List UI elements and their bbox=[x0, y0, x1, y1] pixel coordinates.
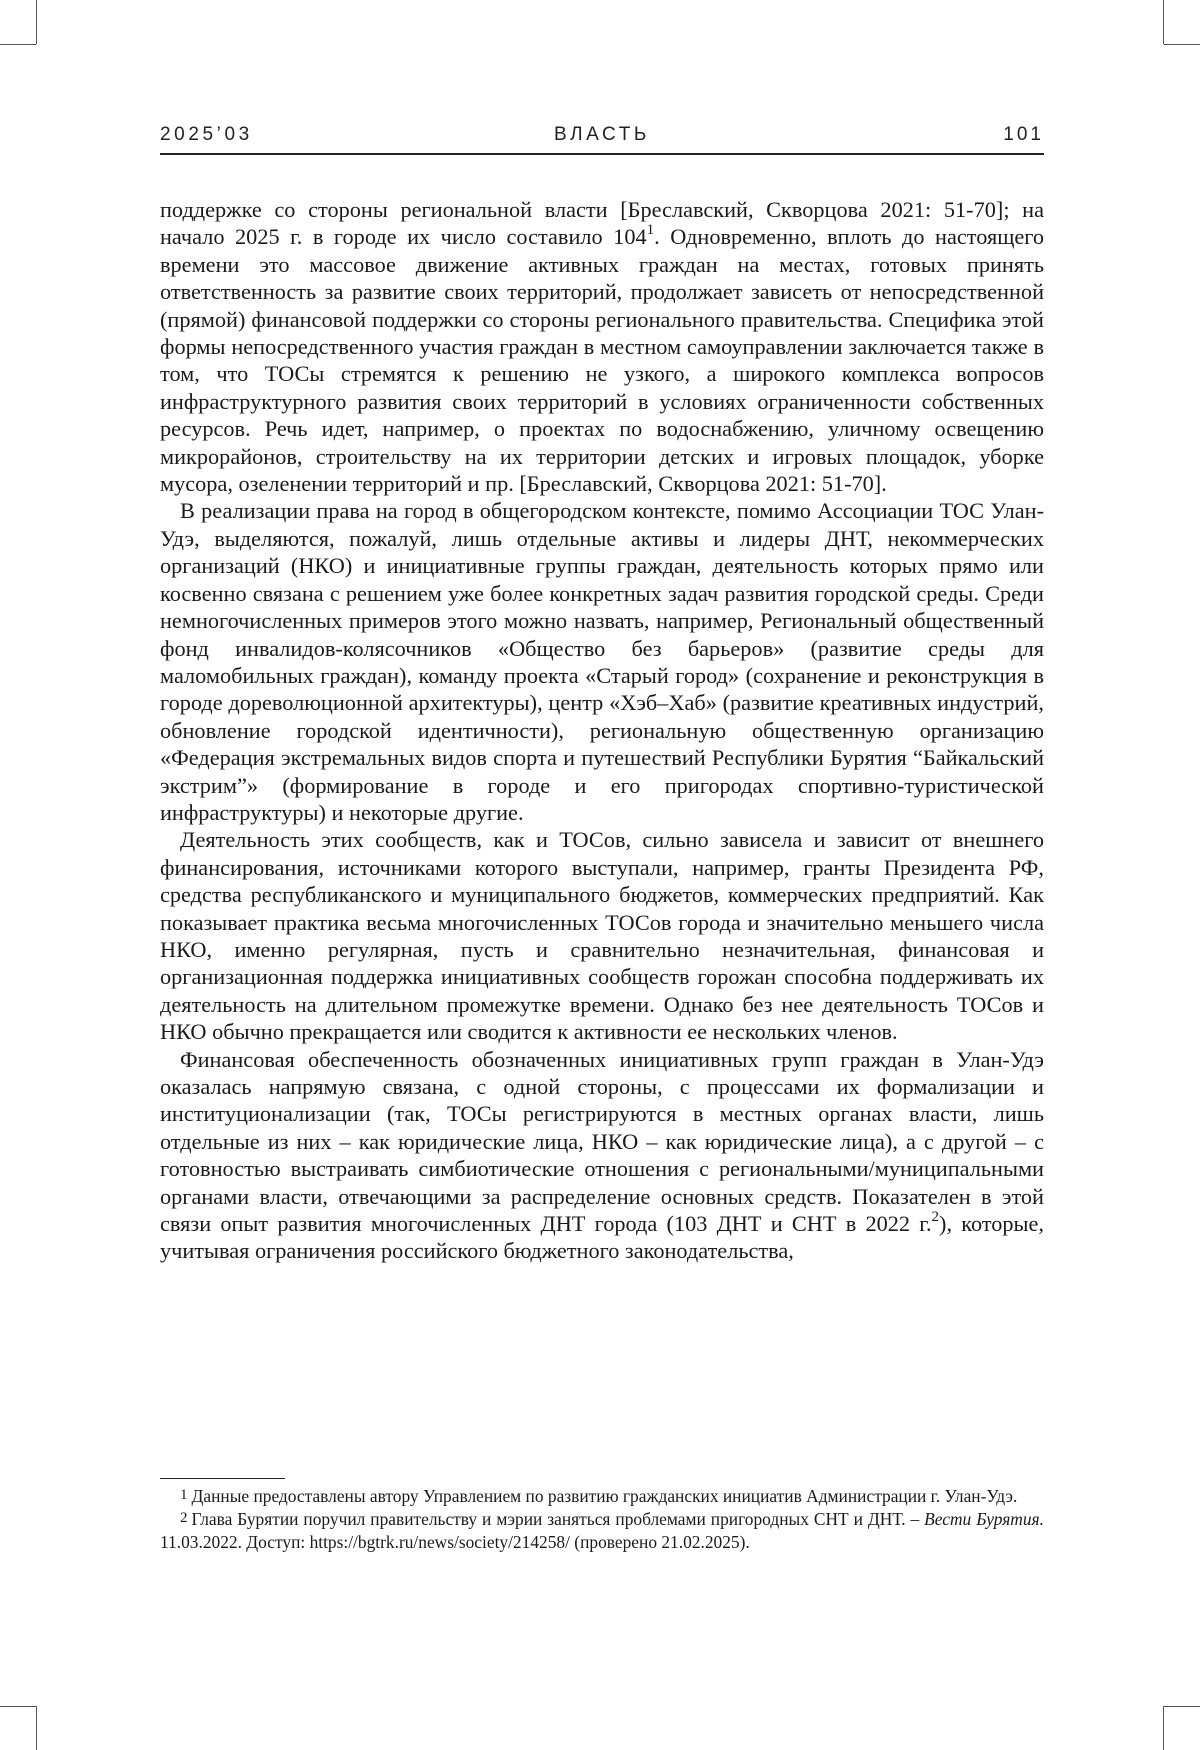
footnote-text: Данные предоставлены автору Управлением по развитию гражданских инициатив Администрации г. Улан-Удэ. bbox=[192, 1486, 1018, 1506]
crop-mark bbox=[1164, 44, 1200, 45]
crop-mark bbox=[36, 0, 37, 44]
footnote-ref[interactable]: 1 bbox=[647, 222, 655, 238]
paragraph-text: Финансовая обеспеченность обозначенных инициативных групп граждан в Улан-Удэ оказалась напрямую связана, с одной стороны, с процессами их формализации и институционализации (так, ТОСы регистрируются в местных органах власти, лишь отдельные из них – как юридические лица, НКО – как юридические лица), а с другой – с готовностью выстраивать симбиотические отношения с региональными/муниципальными органами власти, отвечающими за распределение основных средств. Показателен в этой связи опыт развития многочисленных ДНТ города (103 ДНТ и СНТ в 2022 г. bbox=[160, 1047, 1044, 1236]
footnote-number: 1 bbox=[180, 1487, 188, 1503]
paragraph: Деятельность этих сообществ, как и ТОСов, сильно зависела и зависит от внешнего финансирования, источниками которого выступали, например, гранты Президента РФ, средства республиканского и муниципального бюджетов, коммерческих предприятий. Как показывает практика весьма многочисленных ТОСов города и значительно меньшего числа НКО, именно регулярная, пусть и сравнительно незначительная, финансовая и организационная поддержка инициативных сообществ горожан способна поддерживать их деятельность на длительном промежутке времени. Однако без нее деятельность ТОСов и НКО обычно прекращается или сводится к активности ее нескольких членов. bbox=[160, 826, 1044, 1045]
paragraph bbox=[160, 1046, 1044, 1265]
crop-mark bbox=[36, 1706, 37, 1750]
paragraph-text: ), которые, учитывая ограничения российского бюджетного законодательства, bbox=[160, 1211, 1044, 1263]
crop-mark bbox=[1163, 0, 1164, 44]
paragraph-text: поддержке со стороны региональной власти [Бреславский, Скворцова 2021: 51-70]; на начало 2025 г. в городе их число составило 104 bbox=[160, 197, 1044, 249]
footnote bbox=[160, 1486, 1044, 1509]
paragraph bbox=[160, 196, 1044, 497]
footnote-text: Глава Бурятии поручил правительству и мэрии заняться проблемами пригородных СНТ и ДНТ. – bbox=[192, 1509, 925, 1529]
paragraph: В реализации права на город в общегородском контексте, помимо Ассоциации ТОС Улан-Удэ, выделяются, пожалуй, лишь отдельные активы и лидеры ДНТ, некоммерческих организаций (НКО) и инициативные группы граждан, деятельность которых прямо или косвенно связана с решением уже более конкретных задач развития городской среды. Среди немногочисленных примеров этого можно назвать, например, Региональный общественный фонд инвалидов-колясочников «Общество без барьеров» (развитие среды для маломобильных граждан), команду проекта «Старый город» (сохранение и реконструкция в городе дореволюционной архитектуры), центр «Хэб–Хаб» (развитие креативных индустрий, обновление городской идентичности), региональную общественную организацию «Федерация экстремальных видов спорта и путешествий Республики Бурятия “Байкальский экстрим”» (формирование в городе и его пригородах спортивно-туристической инфраструктуры) и некоторые другие. bbox=[160, 497, 1044, 826]
footnote-ref[interactable]: 2 bbox=[932, 1209, 940, 1225]
crop-mark bbox=[0, 1706, 36, 1707]
paragraph-text: . Одновременно, вплоть до настоящего времени это массовое движение активных граждан на местах, готовых принять ответственность за развитие своих территорий, продолжает зависеть от непосредственной (прямой) финансовой поддержки со стороны регионального правительства. Специфика этой формы непосредственного участия граждан в местном самоуправлении заключается также в том, что ТОСы стремятся к решению не узкого, а широкого комплекса вопросов инфраструктурного развития своих территорий в условиях ограниченности собственных ресурсов. Речь идет, например, о проектах по водоснабжению, уличному освещению микрорайонов, строительству на их территории детских и игровых площадок, уборке мусора, озеленении территорий и пр. [Бреславский, Скворцова 2021: 51-70]. bbox=[160, 224, 1044, 496]
journal-title: ВЛАСТЬ bbox=[160, 123, 1044, 147]
article-body bbox=[160, 196, 1044, 1265]
crop-mark bbox=[1163, 1706, 1164, 1750]
footnote-text: 11.03.2022. Доступ: https://bgtrk.ru/news/society/214258/ (проверено 21.02.2025). bbox=[160, 1532, 750, 1552]
footnote-separator bbox=[160, 1478, 285, 1479]
footnote bbox=[160, 1509, 1044, 1553]
footnote-source: Вести Бурятия. bbox=[924, 1509, 1044, 1529]
crop-mark bbox=[1164, 1706, 1200, 1707]
running-header bbox=[160, 123, 1044, 155]
crop-mark bbox=[0, 44, 36, 45]
footnotes bbox=[160, 1486, 1044, 1553]
page-number: 101 bbox=[1003, 123, 1044, 147]
issue-label: 2025’03 bbox=[160, 123, 253, 147]
footnote-number: 2 bbox=[180, 1510, 188, 1526]
